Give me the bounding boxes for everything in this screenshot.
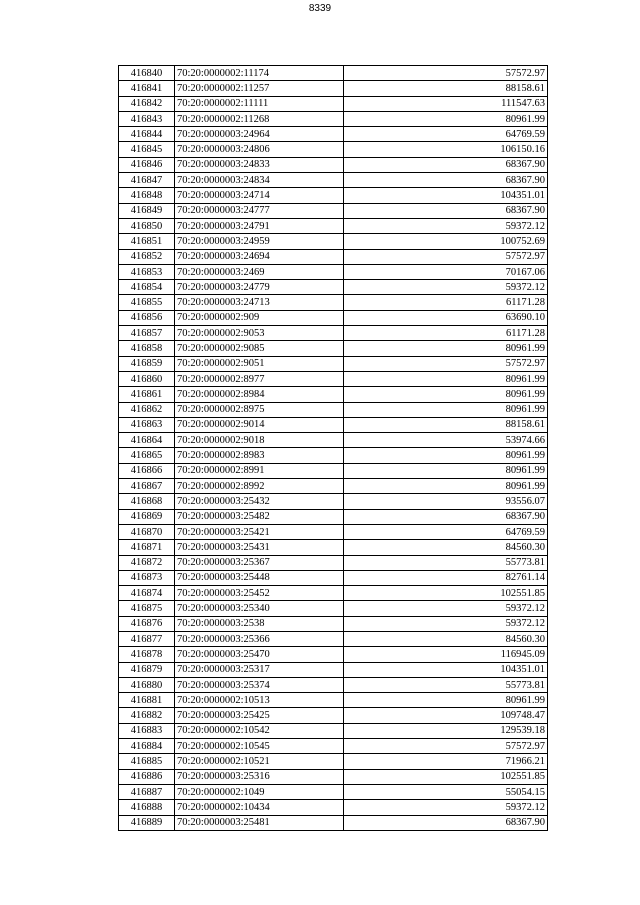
cadastral-number: 70:20:0000002:1049 [175,784,344,799]
cadastral-value: 57572.97 [344,66,548,81]
cadastral-number: 70:20:0000003:25340 [175,601,344,616]
row-number: 416848 [119,188,175,203]
cadastral-value: 55054.15 [344,784,548,799]
cadastral-number: 70:20:0000002:8992 [175,479,344,494]
row-number: 416881 [119,693,175,708]
registry-table-body [119,66,548,831]
row-number: 416850 [119,218,175,233]
table-row [119,769,548,784]
table-row [119,693,548,708]
cadastral-value: 100752.69 [344,234,548,249]
cadastral-number: 70:20:0000003:24833 [175,157,344,172]
cadastral-value: 59372.12 [344,280,548,295]
row-number: 416858 [119,341,175,356]
cadastral-number: 70:20:0000003:24834 [175,173,344,188]
cadastral-value: 80961.99 [344,371,548,386]
cadastral-value: 68367.90 [344,203,548,218]
table-row [119,754,548,769]
table-row [119,509,548,524]
cadastral-value: 59372.12 [344,616,548,631]
registry-table [118,65,548,831]
table-row [119,662,548,677]
table-row [119,249,548,264]
row-number: 416884 [119,739,175,754]
cadastral-value: 80961.99 [344,693,548,708]
row-number: 416853 [119,264,175,279]
row-number: 416865 [119,448,175,463]
cadastral-number: 70:20:0000003:24713 [175,295,344,310]
row-number: 416863 [119,417,175,432]
row-number: 416843 [119,111,175,126]
cadastral-value: 84560.30 [344,540,548,555]
row-number: 416885 [119,754,175,769]
row-number: 416877 [119,631,175,646]
cadastral-number: 70:20:0000002:11257 [175,81,344,96]
cadastral-value: 59372.12 [344,218,548,233]
row-number: 416880 [119,677,175,692]
cadastral-value: 57572.97 [344,739,548,754]
cadastral-value: 80961.99 [344,387,548,402]
table-row [119,570,548,585]
row-number: 416859 [119,356,175,371]
cadastral-value: 102551.85 [344,586,548,601]
cadastral-value: 57572.97 [344,356,548,371]
table-row [119,739,548,754]
row-number: 416883 [119,723,175,738]
table-row [119,356,548,371]
table-row [119,203,548,218]
cadastral-number: 70:20:0000002:11268 [175,111,344,126]
cadastral-number: 70:20:0000002:9053 [175,326,344,341]
cadastral-value: 80961.99 [344,111,548,126]
cadastral-value: 80961.99 [344,463,548,478]
table-row [119,586,548,601]
row-number: 416878 [119,647,175,662]
table-row [119,433,548,448]
cadastral-value: 53974.66 [344,433,548,448]
cadastral-value: 61171.28 [344,295,548,310]
cadastral-number: 70:20:0000002:9085 [175,341,344,356]
cadastral-value: 68367.90 [344,173,548,188]
cadastral-number: 70:20:0000002:11111 [175,96,344,111]
row-number: 416866 [119,463,175,478]
cadastral-number: 70:20:0000003:25317 [175,662,344,677]
row-number: 416856 [119,310,175,325]
cadastral-number: 70:20:0000003:25470 [175,647,344,662]
cadastral-value: 64769.59 [344,524,548,539]
row-number: 416852 [119,249,175,264]
cadastral-number: 70:20:0000002:11174 [175,66,344,81]
row-number: 416873 [119,570,175,585]
cadastral-value: 68367.90 [344,157,548,172]
table-row [119,647,548,662]
cadastral-value: 61171.28 [344,326,548,341]
cadastral-number: 70:20:0000003:25367 [175,555,344,570]
row-number: 416874 [119,586,175,601]
row-number: 416871 [119,540,175,555]
cadastral-value: 106150.16 [344,142,548,157]
cadastral-number: 70:20:0000003:24714 [175,188,344,203]
cadastral-value: 70167.06 [344,264,548,279]
cadastral-value: 80961.99 [344,402,548,417]
cadastral-number: 70:20:0000002:10521 [175,754,344,769]
table-row [119,723,548,738]
cadastral-value: 84560.30 [344,631,548,646]
cadastral-value: 55773.81 [344,677,548,692]
table-row [119,371,548,386]
table-row [119,417,548,432]
table-row [119,264,548,279]
table-row [119,111,548,126]
cadastral-number: 70:20:0000003:25431 [175,540,344,555]
table-row [119,815,548,830]
table-row [119,463,548,478]
cadastral-value: 68367.90 [344,509,548,524]
row-number: 416854 [119,280,175,295]
table-row [119,677,548,692]
cadastral-value: 116945.09 [344,647,548,662]
cadastral-value: 63690.10 [344,310,548,325]
table-row [119,157,548,172]
table-row [119,341,548,356]
cadastral-number: 70:20:0000003:24791 [175,218,344,233]
cadastral-number: 70:20:0000002:8991 [175,463,344,478]
table-row [119,540,548,555]
row-number: 416889 [119,815,175,830]
cadastral-value: 59372.12 [344,800,548,815]
cadastral-number: 70:20:0000003:25316 [175,769,344,784]
row-number: 416886 [119,769,175,784]
cadastral-value: 129539.18 [344,723,548,738]
cadastral-number: 70:20:0000003:24964 [175,127,344,142]
cadastral-number: 70:20:0000003:25425 [175,708,344,723]
cadastral-value: 59372.12 [344,601,548,616]
table-row [119,524,548,539]
cadastral-value: 93556.07 [344,494,548,509]
row-number: 416851 [119,234,175,249]
row-number: 416857 [119,326,175,341]
cadastral-number: 70:20:0000003:25482 [175,509,344,524]
row-number: 416868 [119,494,175,509]
cadastral-number: 70:20:0000002:10545 [175,739,344,754]
table-row [119,218,548,233]
row-number: 416842 [119,96,175,111]
table-row [119,631,548,646]
table-row [119,280,548,295]
cadastral-number: 70:20:0000003:25452 [175,586,344,601]
table-row [119,800,548,815]
cadastral-number: 70:20:0000002:8984 [175,387,344,402]
table-row [119,616,548,631]
cadastral-value: 88158.61 [344,81,548,96]
cadastral-number: 70:20:0000002:8983 [175,448,344,463]
cadastral-number: 70:20:0000003:25421 [175,524,344,539]
table-row [119,127,548,142]
table-row [119,234,548,249]
cadastral-number: 70:20:0000002:909 [175,310,344,325]
table-row [119,494,548,509]
cadastral-number: 70:20:0000002:9018 [175,433,344,448]
cadastral-number: 70:20:0000002:9014 [175,417,344,432]
table-row [119,387,548,402]
cadastral-value: 57572.97 [344,249,548,264]
row-number: 416869 [119,509,175,524]
table-row [119,402,548,417]
cadastral-value: 104351.01 [344,188,548,203]
row-number: 416860 [119,371,175,386]
cadastral-value: 80961.99 [344,479,548,494]
page-number: 8339 [308,3,332,14]
row-number: 416861 [119,387,175,402]
cadastral-value: 104351.01 [344,662,548,677]
cadastral-number: 70:20:0000002:8975 [175,402,344,417]
row-number: 416872 [119,555,175,570]
row-number: 416867 [119,479,175,494]
table-row [119,479,548,494]
cadastral-number: 70:20:0000003:24959 [175,234,344,249]
table-row [119,96,548,111]
cadastral-number: 70:20:0000002:10434 [175,800,344,815]
row-number: 416875 [119,601,175,616]
cadastral-value: 88158.61 [344,417,548,432]
cadastral-number: 70:20:0000003:25448 [175,570,344,585]
cadastral-value: 68367.90 [344,815,548,830]
table-row [119,555,548,570]
table-row [119,784,548,799]
cadastral-value: 111547.63 [344,96,548,111]
cadastral-value: 82761.14 [344,570,548,585]
cadastral-value: 64769.59 [344,127,548,142]
cadastral-value: 80961.99 [344,341,548,356]
cadastral-number: 70:20:0000002:10542 [175,723,344,738]
table-row [119,295,548,310]
row-number: 416855 [119,295,175,310]
table-row [119,310,548,325]
row-number: 416870 [119,524,175,539]
cadastral-number: 70:20:0000003:24777 [175,203,344,218]
cadastral-number: 70:20:0000003:24779 [175,280,344,295]
cadastral-number: 70:20:0000003:25481 [175,815,344,830]
table-row [119,173,548,188]
cadastral-number: 70:20:0000002:8977 [175,371,344,386]
table-row [119,601,548,616]
row-number: 416846 [119,157,175,172]
cadastral-number: 70:20:0000002:9051 [175,356,344,371]
cadastral-value: 109748.47 [344,708,548,723]
row-number: 416888 [119,800,175,815]
row-number: 416845 [119,142,175,157]
cadastral-number: 70:20:0000003:2469 [175,264,344,279]
row-number: 416849 [119,203,175,218]
cadastral-number: 70:20:0000003:25366 [175,631,344,646]
cadastral-number: 70:20:0000003:2538 [175,616,344,631]
cadastral-value: 55773.81 [344,555,548,570]
table-row [119,188,548,203]
cadastral-number: 70:20:0000003:24806 [175,142,344,157]
row-number: 416864 [119,433,175,448]
cadastral-value: 71966.21 [344,754,548,769]
row-number: 416876 [119,616,175,631]
cadastral-value: 80961.99 [344,448,548,463]
row-number: 416847 [119,173,175,188]
row-number: 416844 [119,127,175,142]
row-number: 416879 [119,662,175,677]
row-number: 416862 [119,402,175,417]
row-number: 416882 [119,708,175,723]
cadastral-number: 70:20:0000003:25374 [175,677,344,692]
cadastral-value: 102551.85 [344,769,548,784]
table-row [119,448,548,463]
cadastral-number: 70:20:0000002:10513 [175,693,344,708]
table-row [119,326,548,341]
table-row [119,142,548,157]
cadastral-number: 70:20:0000003:24694 [175,249,344,264]
row-number: 416840 [119,66,175,81]
cadastral-number: 70:20:0000003:25432 [175,494,344,509]
row-number: 416887 [119,784,175,799]
row-number: 416841 [119,81,175,96]
table-row [119,66,548,81]
table-row [119,708,548,723]
table-row [119,81,548,96]
